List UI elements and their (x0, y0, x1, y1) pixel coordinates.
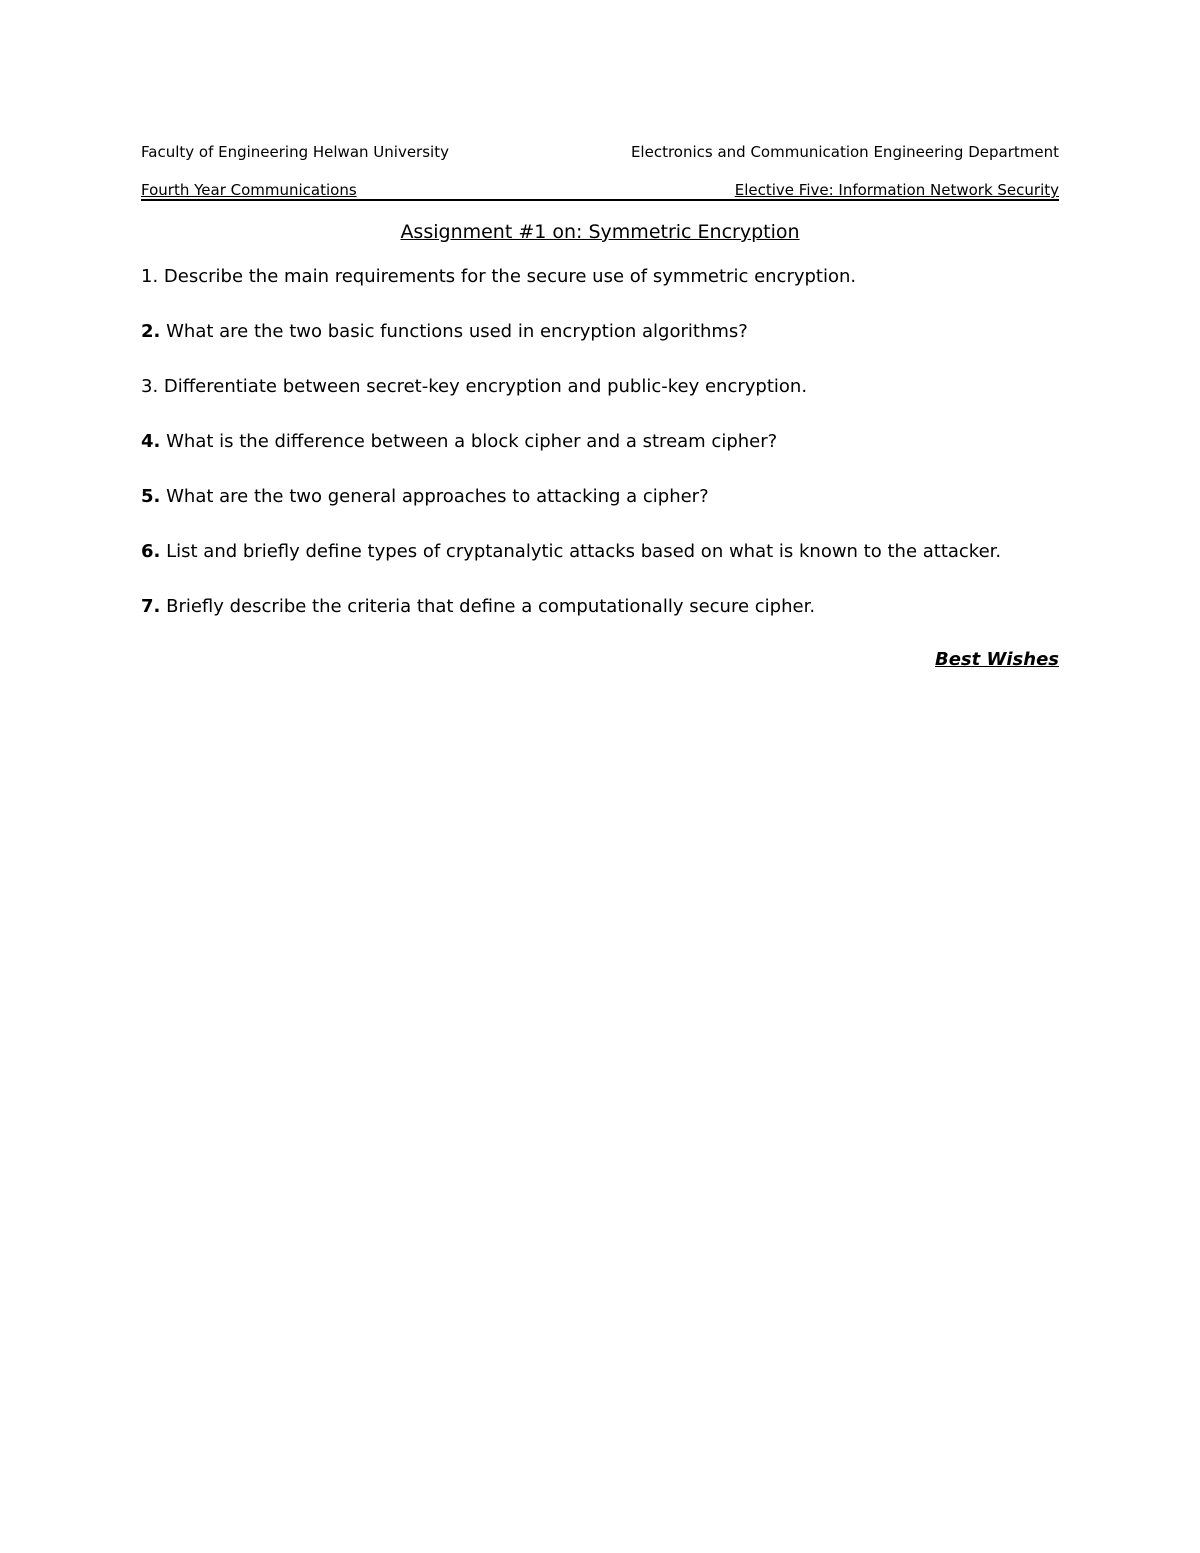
question-text: What are the two basic functions used in encryption algorithms? (166, 321, 748, 342)
header-row-top (141, 143, 1059, 161)
course-name: Elective Five: Information Network Security (734, 181, 1059, 199)
question-item (141, 594, 1081, 649)
question-item (141, 374, 1081, 429)
question-text: Briefly describe the criteria that define a computationally secure cipher. (166, 596, 816, 617)
question-text: Describe the main requirements for the secure use of symmetric encryption. (163, 266, 857, 287)
question-text: What are the two general approaches to attacking a cipher? (166, 486, 709, 507)
closing-remark: Best Wishes (935, 649, 1059, 670)
question-number: 2. (141, 321, 161, 342)
question-number: 6. (141, 541, 161, 562)
question-number: 1. (141, 266, 159, 287)
question-number: 3. (141, 376, 159, 397)
department-name: Electronics and Communication Engineering Department (630, 143, 1059, 161)
question-item (141, 539, 1081, 594)
year-label: Fourth Year Communications (141, 181, 357, 199)
question-number: 7. (141, 596, 161, 617)
question-number: 5. (141, 486, 161, 507)
question-item (141, 429, 1081, 484)
question-item (141, 484, 1081, 539)
question-number: 4. (141, 431, 161, 452)
question-list (141, 264, 1081, 649)
question-text: List and briefly define types of cryptanalytic attacks based on what is known to the attacker. (166, 541, 1002, 562)
faculty-name: Faculty of Engineering Helwan University (141, 143, 449, 161)
question-text: What is the difference between a block cipher and a stream cipher? (166, 431, 778, 452)
question-item (141, 264, 1081, 319)
question-item (141, 319, 1081, 374)
question-text: Differentiate between secret-key encryption and public-key encryption. (163, 376, 808, 397)
assignment-title: Assignment #1 on: Symmetric Encryption (400, 221, 800, 243)
header-row-bottom (141, 181, 1059, 201)
